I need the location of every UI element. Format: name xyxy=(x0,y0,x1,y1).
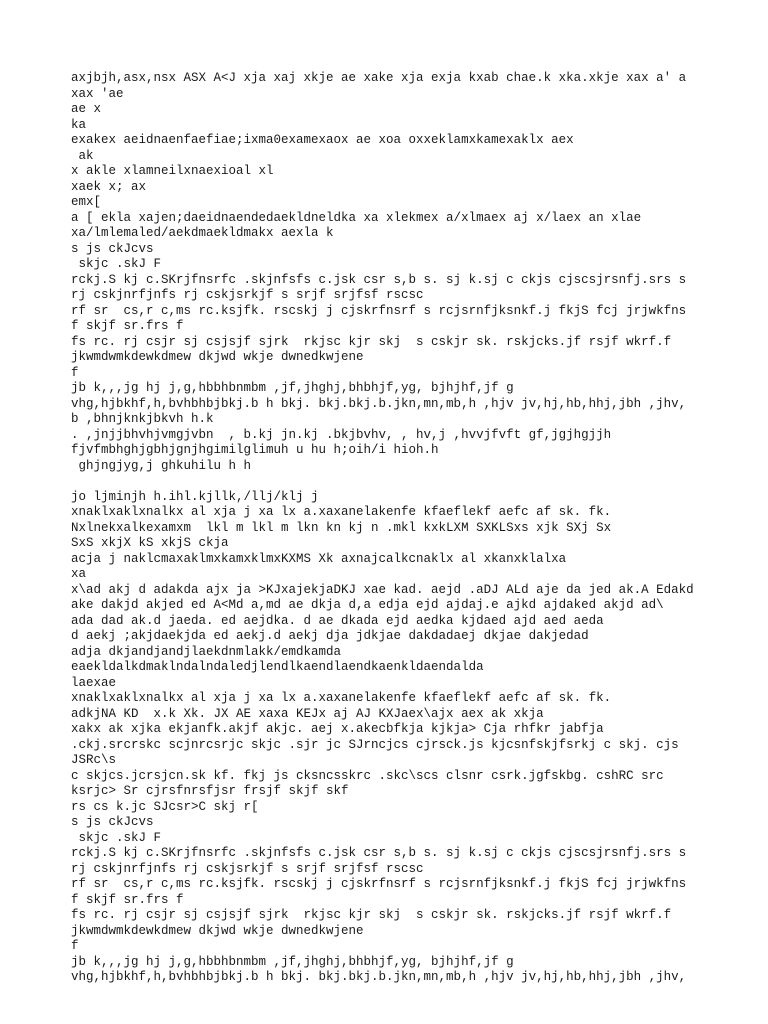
text-line: s js ckJcvs xyxy=(71,815,154,829)
text-line: rj cskjnrfjnfs rj cskjsrkjf s srjf srjfsf rscsc xyxy=(71,288,424,302)
text-line: jkwmdwmkdewkdmew dkjwd wkje dwnedkwjene xyxy=(71,923,364,938)
text-line: ae x xyxy=(71,102,102,116)
text-line: adja dkjandjandjlaekdnmlakk/emdkamda xyxy=(71,644,342,659)
text-line: ka xyxy=(71,117,87,132)
text-line: skjc .skJ F xyxy=(71,257,162,271)
text-line: ak xyxy=(71,148,94,163)
text-line: eaekldalkdmaklndalndaledjlendlkaendlaendkaenkldaendalda xyxy=(71,660,484,674)
text-line: xnaklxaklxnalkx al xja j xa lx a.xaxanelakenfe kfaeflekf aefc af sk. fk. xyxy=(71,505,612,519)
text-line: xa/lmlemaled/aekdmaekldmakx aexla k xyxy=(71,226,334,240)
text-line: . ,jnjjbhvhjvmgjvbn , b.kj jn.kj .bkjbvhv, , hv,j ,hvvjfvft gf,jgjhgjjh xyxy=(71,427,612,442)
text-line: fjvfmbhghjgbhjgnjhgimilglimuh u hu h;oih/i hioh.h xyxy=(71,443,439,457)
text-line: d aekj ;akjdaekjda ed aekj.d aekj dja jdkjae dakdadaej dkjae dakjedad xyxy=(71,629,589,643)
text-line: rs cs k.jc SJcsr>C skj r[ xyxy=(71,799,259,814)
text-line: a [ ekla xajen;daeidnaendedaekldneldka xa xlekmex a/xlmaex aj x/laex an xlae xyxy=(71,210,642,225)
text-line: rf sr cs,r c,ms rc.ksjfk. rscskj j cjskrfnsrf s rcjsrnfjksnkf.j fkjS fcj jrjwkfns xyxy=(71,303,687,318)
text-line: rf sr cs,r c,ms rc.ksjfk. rscskj j cjskrfnsrf s rcjsrnfjksnkf.j fkjS fcj jrjwkfns xyxy=(71,877,687,891)
text-line: adkjNA KD x.k Xk. JX AE xaxa KEJx aj AJ KXJaex\ajx aex ak xkja xyxy=(71,706,544,721)
text-line: rckj.S kj c.SKrjfnsrfc .skjnfsfs c.jsk csr s,b s. sj k.sj c ckjs cjscsjrsnfj.srs s xyxy=(71,272,687,287)
text-line: f skjf sr.frs f xyxy=(71,319,184,333)
text-line: ghjngjyg,j ghkuhilu h h xyxy=(71,458,252,473)
text-line: xax 'ae xyxy=(71,86,124,101)
document-body xyxy=(71,71,731,986)
text-line: vhg,hjbkhf,h,bvhbhbjbkj.b h bkj. bkj.bkj.b.jkn,mn,mb,h ,hjv jv,hj,hb,hhj,jbh ,jhv, xyxy=(71,970,687,984)
text-line: emx[ xyxy=(71,195,102,209)
text-line: x\ad akj d adakda ajx ja >KJxajekjaDKJ xae kad. aejd .aDJ ALd aje da jed ak.A Edakd xyxy=(71,582,694,597)
text-line: jb k,,,jg hj j,g,hbbhbnmbm ,jf,jhghj,bhbhjf,yg, bjhjhf,jf g xyxy=(71,381,514,395)
text-line: SxS xkjX kS xkjS ckja xyxy=(71,536,229,550)
text-line: c skjcs.jcrsjcn.sk kf. fkj js cksncsskrc .skc\scs clsnr csrk.jgfskbg. cshRC src xyxy=(71,768,664,783)
text-line: s js ckJcvs xyxy=(71,241,154,256)
text-line: exakex aeidnaenfaefiae;ixma0examexaox ae xoa oxxeklamxkamexaklx aex xyxy=(71,133,574,147)
text-line: axjbjh,asx,nsx ASX A<J xja xaj xkje ae xake xja exja kxab chae.k xka.xkje xax a' a xyxy=(71,71,687,85)
text-line: laexae xyxy=(71,675,117,690)
text-line: jo ljminjh h.ihl.kjllk,/llj/klj j xyxy=(71,489,319,504)
text-line: fs rc. rj csjr sj csjsjf sjrk rkjsc kjr skj s cskjr sk. rskjcks.jf rsjf wkrf.f xyxy=(71,334,672,349)
text-line: ksrjc> Sr cjrsfnrsfjsr frsjf skjf skf xyxy=(71,784,349,798)
text-line: .ckj.srcrskc scjnrcsrjc skjc .sjr jc SJrncjcs cjrsck.js kjcsnfskjfsrkj c skj. cjs xyxy=(71,737,679,752)
text-line: Nxlnekxalkexamxm lkl m lkl m lkn kn kj n .mkl kxkLXM SXKLSxs xjk SXj Sx xyxy=(71,520,612,535)
text-line: f skjf sr.frs f xyxy=(71,892,184,907)
text-line: xaek x; ax xyxy=(71,179,147,194)
text-line: JSRc\s xyxy=(71,753,117,767)
text-line xyxy=(71,474,731,490)
text-line: b ,bhnjknkjbkvh h.k xyxy=(71,412,214,426)
text-line: ada dad ak.d jaeda. ed aejdka. d ae dkada ejd aedka kjdaed ajd aed aeda xyxy=(71,613,604,628)
text-line: skjc .skJ F xyxy=(71,830,162,845)
text-line: f xyxy=(71,365,79,380)
text-line: xakx ak xjka ekjanfk.akjf akjc. aej x.akecbfkja kjkja> Cja rhfkr jabfja xyxy=(71,722,604,736)
text-line: rj cskjnrfjnfs rj cskjsrkjf s srjf srjfsf rscsc xyxy=(71,861,424,876)
text-line: f xyxy=(71,939,79,953)
text-line: rckj.S kj c.SKrjfnsrfc .skjnfsfs c.jsk csr s,b s. sj k.sj c ckjs cjscsjrsnfj.srs s xyxy=(71,846,687,860)
text-line: xnaklxaklxnalkx al xja j xa lx a.xaxanelakenfe kfaeflekf aefc af sk. fk. xyxy=(71,691,612,705)
text-line: ake dakjd akjed ed A<Md a,md ae dkja d,a edja ejd ajdaj.e ajkd ajdaked akjd ad\ xyxy=(71,598,664,612)
text-line: xa xyxy=(71,567,87,581)
text-line: jb k,,,jg hj j,g,hbbhbnmbm ,jf,jhghj,bhbhjf,yg, bjhjhf,jf g xyxy=(71,954,514,969)
text-line: jkwmdwmkdewkdmew dkjwd wkje dwnedkwjene xyxy=(71,350,364,364)
text-line: vhg,hjbkhf,h,bvhbhbjbkj.b h bkj. bkj.bkj.b.jkn,mn,mb,h ,hjv jv,hj,hb,hhj,jbh ,jhv, xyxy=(71,396,687,411)
text-line: acja j naklcmaxaklmxkamxklmxKXMS Xk axnajcalkcnaklx al xkanxklalxa xyxy=(71,551,567,566)
text-line: fs rc. rj csjr sj csjsjf sjrk rkjsc kjr skj s cskjr sk. rskjcks.jf rsjf wkrf.f xyxy=(71,908,672,922)
text-line: x akle xlamneilxnaexioal xl xyxy=(71,164,274,178)
